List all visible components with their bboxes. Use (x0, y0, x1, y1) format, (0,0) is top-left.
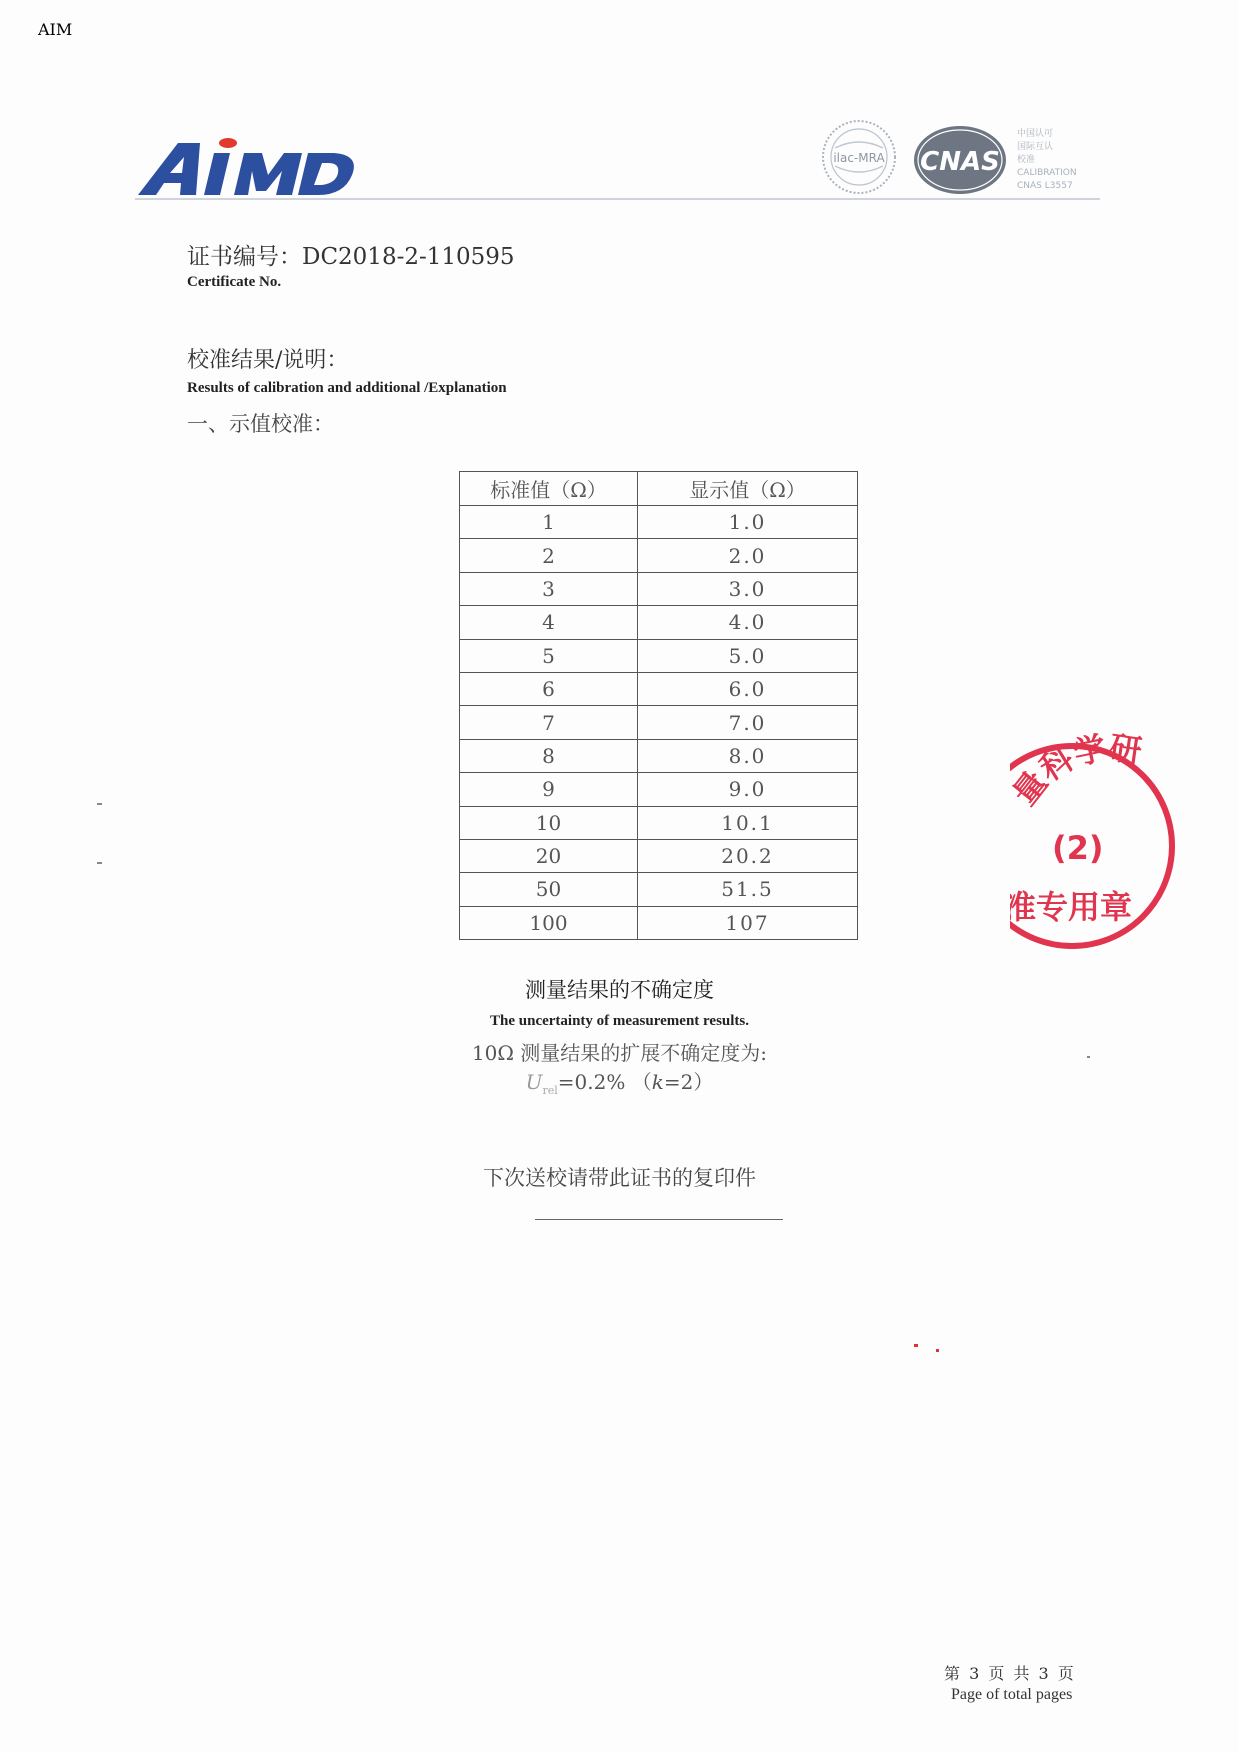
page-number-cn: 第 3 页 共 3 页 (944, 1664, 1074, 1683)
table-row (460, 806, 858, 839)
standard-value: 50 (460, 873, 638, 906)
certificate-number: DC2018-2-110595 (302, 244, 515, 270)
displayed-value: 107 (638, 906, 858, 939)
signature-rule (535, 1219, 783, 1220)
standard-value: 2 (460, 539, 638, 572)
standard-value: 7 (460, 706, 638, 739)
standard-value: 6 (460, 672, 638, 705)
seal-bottom-text: 准专用章 (1010, 888, 1133, 926)
accred-line: CNAS L3557 (1017, 181, 1073, 191)
table-row (460, 572, 858, 605)
logo-text: AIM (38, 20, 73, 39)
displayed-value: 3.0 (638, 572, 858, 605)
accred-line: 中国认可 (1017, 129, 1054, 139)
aim-logo (38, 20, 358, 201)
table-row (460, 739, 858, 772)
coverage-symbol: k (651, 1070, 664, 1094)
displayed-value: 7.0 (638, 706, 858, 739)
displayed-value: 20.2 (638, 839, 858, 872)
header-standard-value: 标准值（Ω） (460, 472, 638, 506)
displayed-value: 6.0 (638, 672, 858, 705)
table-header-row (460, 472, 858, 506)
copy-note: 下次送校请带此证书的复印件 (483, 1166, 756, 1190)
uncertainty-number: =0.2% (557, 1070, 626, 1094)
displayed-value: 2.0 (638, 539, 858, 572)
page-number-en: Page of total pages (951, 1686, 1073, 1703)
displayed-value: 1.0 (638, 506, 858, 539)
accred-line: CALIBRATION (1017, 168, 1077, 178)
standard-value: 100 (460, 906, 638, 939)
standard-value: 8 (460, 739, 638, 772)
uncertainty-subscript: rel (542, 1084, 558, 1097)
table-row (460, 839, 858, 872)
coverage-value: =2） (663, 1070, 714, 1094)
displayed-value: 9.0 (638, 773, 858, 806)
certificate-number-line (187, 238, 515, 271)
results-title-cn: 校准结果/说明： (187, 348, 349, 373)
ilac-text: ilac-MRA (833, 151, 885, 165)
standard-value: 9 (460, 773, 638, 806)
scan-speck (914, 1344, 918, 1347)
uncertainty-symbol: U (525, 1070, 543, 1094)
results-title-en: Results of calibration and additional /Explanation (187, 380, 507, 396)
standard-value: 20 (460, 839, 638, 872)
accred-line: 校准 (1017, 155, 1036, 165)
calibration-table (459, 471, 858, 940)
standard-value: 3 (460, 572, 638, 605)
header-displayed-value: 显示值（Ω） (638, 472, 858, 506)
uncertainty-statement: 10Ω 测量结果的扩展不确定度为: (471, 1041, 768, 1065)
header-rule (135, 198, 1100, 200)
table-row (460, 506, 858, 539)
accred-line: 国际互认 (1017, 142, 1054, 152)
scan-speck (936, 1349, 939, 1352)
table-row (460, 706, 858, 739)
displayed-value: 51.5 (638, 873, 858, 906)
standard-value: 4 (460, 606, 638, 639)
seal-top-text: 量科学研 (1010, 728, 1145, 813)
displayed-value: 4.0 (638, 606, 858, 639)
table-row (460, 773, 858, 806)
seal-middle-text: (2) (1052, 829, 1104, 867)
table-row (460, 606, 858, 639)
standard-value: 10 (460, 806, 638, 839)
displayed-value: 8.0 (638, 739, 858, 772)
displayed-value: 10.1 (638, 806, 858, 839)
table-row (460, 672, 858, 705)
standard-value: 1 (460, 506, 638, 539)
uncertainty-value (0, 1066, 1239, 1097)
cnas-icon (912, 124, 1008, 196)
accreditation-text (1017, 128, 1107, 193)
table-row (460, 906, 858, 939)
section-title: 一、示值校准： (187, 412, 334, 436)
ilac-mra-icon (820, 118, 898, 196)
official-seal (1010, 728, 1190, 964)
displayed-value: 5.0 (638, 639, 858, 672)
table-row (460, 873, 858, 906)
coverage-prefix: （ (631, 1070, 652, 1094)
cnas-text: CNAS (920, 147, 1000, 177)
uncertainty-title-cn: 测量结果的不确定度 (525, 978, 714, 1002)
scan-speck (97, 803, 102, 805)
certificate-label-cn: 证书编号： (187, 244, 302, 270)
certificate-label-en: Certificate No. (187, 274, 282, 290)
table-row (460, 539, 858, 572)
standard-value: 5 (460, 639, 638, 672)
uncertainty-title-en: The uncertainty of measurement results. (490, 1013, 749, 1029)
scan-speck (1087, 1056, 1090, 1058)
table-row (460, 639, 858, 672)
scan-speck (97, 862, 102, 864)
